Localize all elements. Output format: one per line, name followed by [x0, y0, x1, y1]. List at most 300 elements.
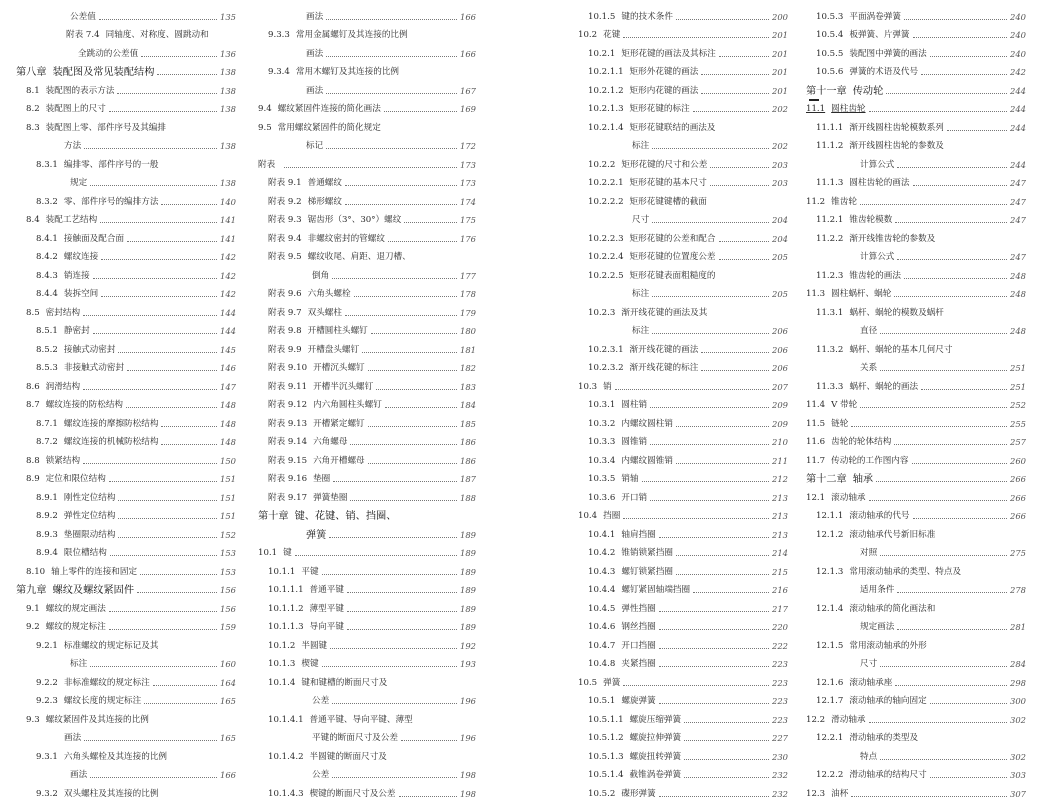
entry-title: 润滑结构 [45, 381, 81, 392]
page-number: 178 [460, 289, 476, 299]
page-number: 145 [220, 344, 236, 355]
entry-title: 内螺纹圆柱销 [621, 418, 673, 429]
section-number: 10.2.2.4 [588, 252, 624, 262]
entry-title: 锥销锁紧挡圈 [621, 548, 673, 558]
toc-entry[interactable] [258, 744, 476, 763]
toc-entry[interactable] [258, 467, 476, 486]
entry-title: 常用木螺钉及其连接的比例 [295, 67, 400, 77]
toc-entry[interactable] [258, 633, 476, 652]
dot-leader [684, 777, 769, 778]
section-number: 10.2.1.2 [588, 85, 624, 96]
toc-entry[interactable] [578, 559, 788, 578]
toc-entry[interactable] [578, 4, 788, 23]
toc-entry[interactable] [16, 245, 236, 264]
toc-entry[interactable] [258, 282, 476, 301]
entry-title: 双头螺柱及其连接的比例 [63, 788, 159, 799]
dot-leader [404, 222, 457, 223]
section-number: 11.1.3 [816, 178, 844, 188]
toc-entry[interactable] [806, 615, 1026, 634]
toc-entry[interactable] [578, 97, 788, 116]
toc-entry[interactable] [16, 559, 236, 578]
dot-leader [101, 259, 217, 260]
toc-entry[interactable] [16, 726, 236, 745]
section-number: 附表 9.1 [268, 178, 302, 188]
section-number: 10.3.2 [588, 418, 616, 429]
toc-entry[interactable] [258, 615, 476, 634]
entry-title: 螺钉紧固轴端挡圈 [621, 585, 691, 595]
toc-entry[interactable] [806, 356, 1026, 375]
toc-entry[interactable] [16, 448, 236, 467]
toc-entry[interactable] [578, 633, 788, 652]
entry-title: 弹簧 [603, 677, 621, 688]
toc-entry[interactable] [258, 356, 476, 375]
toc-entry[interactable] [258, 78, 476, 97]
toc-entry[interactable] [806, 559, 1026, 578]
toc-entry[interactable] [258, 319, 476, 338]
toc-entry[interactable] [16, 670, 236, 689]
toc-entry[interactable] [578, 134, 788, 153]
toc-entry[interactable] [578, 300, 788, 319]
toc-entry[interactable] [16, 208, 236, 227]
toc-entry[interactable] [578, 596, 788, 615]
toc-entry[interactable] [806, 152, 1026, 171]
section-number: 10.4.3 [588, 566, 616, 577]
toc-entry[interactable] [806, 4, 1026, 23]
toc-entry[interactable] [258, 430, 476, 449]
toc-entry[interactable] [16, 615, 236, 634]
toc-entry[interactable] [16, 689, 236, 708]
page-number: 209 [772, 418, 788, 429]
toc-entry[interactable] [16, 522, 236, 541]
entry-title: 夹紧挡圈 [621, 659, 656, 669]
toc-entry[interactable] [258, 300, 476, 319]
toc-entry[interactable] [806, 245, 1026, 264]
dot-leader [118, 537, 217, 538]
toc-entry[interactable] [258, 485, 476, 504]
section-number: 8.9.4 [36, 548, 58, 558]
toc-entry[interactable] [806, 263, 1026, 282]
toc-entry[interactable] [258, 60, 476, 79]
section-number: 11.1.1 [816, 122, 844, 133]
section-number: 9.3 [26, 714, 40, 725]
page-number: 148 [220, 418, 236, 429]
toc-entry[interactable] [578, 485, 788, 504]
toc-entry[interactable] [258, 115, 476, 134]
toc-entry[interactable] [258, 263, 476, 282]
toc-entry[interactable] [16, 652, 236, 671]
page-number: 153 [220, 548, 236, 558]
toc-entry[interactable] [806, 319, 1026, 338]
dot-leader [83, 389, 217, 390]
toc-entry[interactable] [16, 4, 236, 23]
toc-entry[interactable] [16, 134, 236, 153]
page-number: 251 [1010, 381, 1026, 392]
page-number: 144 [220, 326, 236, 336]
page-number: 204 [772, 233, 788, 244]
toc-entry[interactable] [806, 430, 1026, 449]
toc-entry[interactable] [578, 60, 788, 79]
page-number: 180 [460, 326, 476, 336]
toc-entry[interactable] [806, 134, 1026, 153]
page-number: 266 [1010, 492, 1026, 503]
toc-entry[interactable] [806, 522, 1026, 541]
toc-entry[interactable] [16, 596, 236, 615]
toc-entry[interactable] [806, 374, 1026, 393]
page-number: 275 [1010, 548, 1026, 558]
section-number: 10.1.1.2 [268, 603, 304, 614]
toc-entry[interactable] [578, 356, 788, 375]
page-number: 173 [460, 178, 476, 188]
section-number: 8.3.1 [36, 159, 58, 170]
dot-leader [90, 777, 217, 778]
toc-entry[interactable] [258, 763, 476, 782]
toc-entry[interactable] [806, 60, 1026, 79]
entry-title: 标注 [632, 289, 650, 299]
toc-entry[interactable] [578, 115, 788, 134]
entry-title: 传动轮的工作图内容 [831, 455, 909, 466]
section-number: 10.5.3 [816, 11, 844, 22]
toc-entry[interactable] [258, 23, 476, 42]
toc-entry[interactable] [258, 670, 476, 689]
toc-entry[interactable] [258, 189, 476, 208]
toc-entry[interactable] [578, 615, 788, 634]
toc-entry[interactable] [258, 781, 476, 800]
toc-entry[interactable] [16, 541, 236, 560]
toc-entry[interactable] [578, 726, 788, 745]
toc-entry[interactable] [806, 541, 1026, 560]
entry-title: 螺纹连接的机械防松结构 [63, 437, 159, 447]
toc-entry[interactable] [806, 485, 1026, 504]
toc-entry[interactable] [258, 448, 476, 467]
toc-entry[interactable] [16, 504, 236, 523]
toc-entry[interactable] [578, 467, 788, 486]
toc-entry[interactable] [258, 393, 476, 412]
toc-entry[interactable] [258, 152, 476, 171]
section-number: 9.2.2 [36, 677, 58, 688]
entry-title: 渐开线花键的画法 [629, 344, 699, 355]
page-number: 232 [772, 788, 788, 799]
toc-entry[interactable] [578, 504, 788, 523]
entry-title: 开口挡圈 [621, 640, 656, 651]
section-number: 10.2 [578, 30, 598, 40]
toc-entry[interactable] [806, 189, 1026, 208]
toc-entry[interactable] [806, 448, 1026, 467]
toc-entry[interactable] [578, 245, 788, 264]
toc-entry[interactable] [806, 670, 1026, 689]
toc-entry[interactable] [806, 226, 1026, 245]
toc-entry[interactable] [578, 707, 788, 726]
toc-entry[interactable] [16, 744, 236, 763]
entry-title: 滚动轴承的简化画法和 [849, 603, 936, 614]
toc-entry[interactable] [16, 115, 236, 134]
page-number: 182 [460, 363, 476, 373]
toc-entry[interactable] [258, 374, 476, 393]
dot-leader [127, 241, 217, 242]
toc-entry[interactable] [258, 4, 476, 23]
toc-entry[interactable] [578, 670, 788, 689]
toc-entry[interactable] [578, 189, 788, 208]
section-number: 第十一章 [806, 85, 847, 97]
toc-entry[interactable] [806, 393, 1026, 412]
toc-entry[interactable] [578, 781, 788, 800]
toc-entry[interactable] [258, 596, 476, 615]
page-number: 298 [1010, 677, 1026, 688]
toc-entry[interactable] [16, 189, 236, 208]
toc-entry[interactable] [578, 448, 788, 467]
toc-entry[interactable] [578, 78, 788, 97]
dot-leader [345, 315, 457, 316]
entry-title: 矩形花键联结的画法及 [629, 122, 716, 133]
dot-leader [930, 56, 1007, 57]
toc-entry[interactable] [258, 208, 476, 227]
toc-entry[interactable] [258, 578, 476, 597]
toc-entry[interactable] [578, 319, 788, 338]
toc-entry[interactable] [16, 467, 236, 486]
entry-title: 定位和限位结构 [45, 474, 106, 484]
dot-leader [623, 518, 769, 519]
section-number: 10.4 [578, 511, 598, 521]
entry-title: 渐开线花键的标注 [629, 363, 699, 373]
toc-entry[interactable] [16, 337, 236, 356]
toc-entry[interactable] [258, 134, 476, 153]
toc-entry[interactable] [258, 707, 476, 726]
toc-entry[interactable] [16, 78, 236, 97]
entry-title: 螺纹连接的摩擦防松结构 [63, 418, 159, 429]
toc-entry[interactable] [806, 726, 1026, 745]
section-number: 附表 7.4 [66, 30, 100, 40]
page-number: 247 [1010, 178, 1026, 188]
toc-entry[interactable] [806, 41, 1026, 60]
section-number: 11.3.3 [816, 381, 844, 392]
entry-title: 传动轮 [852, 85, 884, 97]
toc-entry[interactable] [578, 763, 788, 782]
dot-leader [895, 685, 1007, 686]
dot-leader [851, 796, 1007, 797]
toc-entry[interactable] [578, 393, 788, 412]
toc-entry[interactable] [258, 504, 476, 523]
toc-entry[interactable] [16, 707, 236, 726]
toc-entry[interactable] [806, 97, 1026, 116]
text-cursor [809, 99, 819, 101]
dot-leader [860, 204, 1007, 205]
page-number: 140 [220, 196, 236, 207]
toc-entry[interactable] [806, 467, 1026, 486]
toc-entry[interactable] [578, 522, 788, 541]
toc-entry[interactable] [258, 41, 476, 60]
toc-entry[interactable] [258, 559, 476, 578]
entry-title: 普通平键、导向平键、薄型 [309, 714, 413, 725]
toc-entry[interactable] [806, 689, 1026, 708]
toc-entry[interactable] [578, 411, 788, 430]
section-number: 10.5.1.2 [588, 733, 624, 743]
section-number: 附表 9.9 [268, 344, 302, 355]
toc-entry[interactable] [806, 282, 1026, 301]
toc-entry[interactable] [16, 23, 236, 42]
page-number: 205 [772, 252, 788, 262]
dot-leader [659, 796, 769, 797]
toc-entry[interactable] [806, 171, 1026, 190]
toc-column-3 [578, 4, 788, 800]
toc-entry[interactable] [258, 689, 476, 708]
toc-entry[interactable] [258, 652, 476, 671]
toc-entry[interactable] [578, 652, 788, 671]
toc-entry[interactable] [578, 152, 788, 171]
section-number: 10.2.3 [588, 307, 616, 318]
toc-entry[interactable] [258, 245, 476, 264]
section-number: 9.1 [26, 603, 40, 614]
toc-entry[interactable] [578, 263, 788, 282]
toc-entry[interactable] [806, 763, 1026, 782]
toc-entry[interactable] [806, 596, 1026, 615]
toc-entry[interactable] [578, 578, 788, 597]
entry-title: 画法 [306, 11, 324, 22]
toc-entry[interactable] [578, 689, 788, 708]
page-number: 138 [220, 67, 236, 77]
section-number: 10.2.2 [588, 159, 616, 170]
toc-entry[interactable] [16, 763, 236, 782]
section-number: 附表 9.17 [268, 492, 308, 503]
toc-entry[interactable] [16, 633, 236, 652]
toc-entry[interactable] [578, 744, 788, 763]
toc-entry[interactable] [16, 430, 236, 449]
toc-entry[interactable] [806, 300, 1026, 319]
toc-entry[interactable] [806, 504, 1026, 523]
page-number: 184 [460, 400, 476, 410]
entry-title: 平键的断面尺寸及公差 [312, 733, 398, 743]
page-number: 216 [772, 585, 788, 595]
section-number: 10.1.1 [268, 566, 296, 577]
toc-entry[interactable] [806, 78, 1026, 97]
entry-title: 密封结构 [45, 307, 81, 318]
toc-entry[interactable] [806, 208, 1026, 227]
section-number: 11.3.2 [816, 344, 844, 355]
section-number: 10.4.5 [588, 603, 616, 614]
toc-entry[interactable] [16, 578, 236, 597]
entry-title: 常用螺纹紧固件的简化规定 [277, 122, 381, 133]
entry-title: 矩形花键的标注 [629, 104, 690, 114]
page-number: 240 [1010, 48, 1026, 59]
toc-entry[interactable] [578, 337, 788, 356]
entry-title: 平面涡卷弹簧 [849, 11, 901, 22]
toc-entry[interactable] [16, 781, 236, 800]
toc-entry[interactable] [806, 781, 1026, 800]
section-number: 10.1.4.2 [268, 751, 304, 762]
toc-entry[interactable] [258, 411, 476, 430]
section-number: 8.4.3 [36, 270, 58, 281]
toc-entry[interactable] [16, 171, 236, 190]
toc-entry[interactable] [578, 23, 788, 42]
dot-leader [659, 703, 769, 704]
toc-entry[interactable] [806, 337, 1026, 356]
toc-entry[interactable] [258, 226, 476, 245]
dot-leader [354, 296, 457, 297]
toc-entry[interactable] [578, 171, 788, 190]
toc-entry[interactable] [258, 171, 476, 190]
toc-entry[interactable] [258, 522, 476, 541]
toc-entry[interactable] [578, 541, 788, 560]
entry-title: 螺纹的规定画法 [45, 603, 106, 614]
toc-entry[interactable] [16, 356, 236, 375]
toc-entry[interactable] [806, 633, 1026, 652]
toc-entry[interactable] [16, 263, 236, 282]
toc-entry[interactable] [806, 115, 1026, 134]
dot-leader [897, 259, 1007, 260]
entry-title: 矩形花键的公差和配合 [629, 233, 716, 244]
dot-leader [880, 370, 1007, 371]
page-number: 165 [220, 733, 236, 743]
dot-leader [623, 37, 769, 38]
toc-entry[interactable] [16, 300, 236, 319]
toc-entry[interactable] [16, 485, 236, 504]
toc-entry[interactable] [16, 411, 236, 430]
toc-entry[interactable] [16, 97, 236, 116]
page-number: 244 [1010, 85, 1026, 96]
toc-entry[interactable] [806, 23, 1026, 42]
toc-entry[interactable] [806, 744, 1026, 763]
toc-entry[interactable] [258, 726, 476, 745]
dot-leader [659, 666, 769, 667]
toc-entry[interactable] [578, 226, 788, 245]
toc-entry[interactable] [258, 541, 476, 560]
dot-leader [693, 111, 769, 112]
dot-leader [295, 555, 457, 556]
entry-title: 滚动轴承 [831, 492, 866, 503]
entry-title: 六角螺母 [313, 437, 348, 447]
section-number: 11.3 [806, 289, 826, 299]
entry-title: 规定画法 [860, 622, 895, 632]
page-number: 215 [772, 566, 788, 577]
toc-entry[interactable] [16, 41, 236, 60]
section-number: 12.1.5 [816, 640, 844, 651]
toc-entry[interactable] [16, 152, 236, 171]
entry-title: 装拆空间 [63, 289, 99, 299]
toc-entry[interactable] [578, 430, 788, 449]
page-number: 166 [460, 11, 476, 22]
dot-leader [719, 56, 769, 57]
toc-entry[interactable] [16, 319, 236, 338]
entry-title: 圆柱齿轮 [831, 104, 866, 114]
page-number: 183 [460, 381, 476, 392]
page-number: 169 [460, 104, 476, 114]
toc-entry[interactable] [578, 374, 788, 393]
entry-title: 渐开线花键的画法及其 [621, 307, 708, 318]
toc-entry[interactable] [806, 411, 1026, 430]
toc-entry[interactable] [806, 652, 1026, 671]
entry-title: 接触面及配合面 [63, 233, 125, 244]
toc-entry[interactable] [258, 337, 476, 356]
entry-title: 弹簧 [306, 529, 327, 541]
toc-entry[interactable] [806, 578, 1026, 597]
toc-entry[interactable] [806, 707, 1026, 726]
toc-entry[interactable] [578, 282, 788, 301]
page-number: 142 [220, 270, 236, 281]
section-number: 10.5.4 [816, 30, 844, 40]
section-number: 9.3.3 [268, 30, 290, 40]
toc-entry[interactable] [16, 226, 236, 245]
toc-entry[interactable] [16, 282, 236, 301]
page-number: 141 [220, 233, 236, 244]
section-number: 8.9.2 [36, 511, 58, 521]
toc-entry[interactable] [578, 208, 788, 227]
section-number: 10.4.7 [588, 640, 616, 651]
toc-entry[interactable] [16, 60, 236, 79]
toc-entry[interactable] [578, 41, 788, 60]
toc-entry[interactable] [258, 97, 476, 116]
toc-entry[interactable] [16, 374, 236, 393]
toc-entry[interactable] [16, 393, 236, 412]
page-number: 206 [772, 326, 788, 336]
entry-title: 渐开线锥齿轮的参数及 [849, 233, 936, 244]
